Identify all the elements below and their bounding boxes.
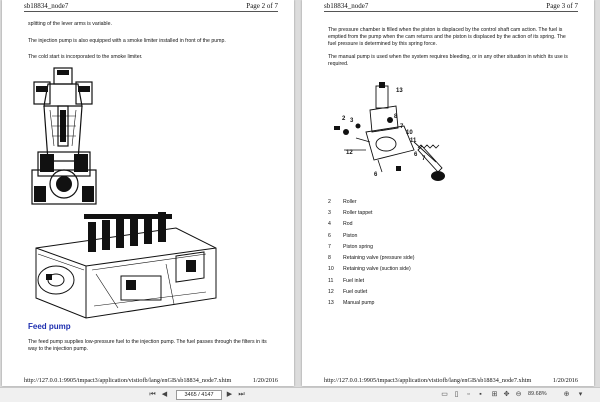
part-label: Roller <box>343 198 357 205</box>
page-footer <box>324 377 578 384</box>
zoom-dropdown-icon[interactable]: ▾ <box>578 391 583 398</box>
section-heading: Feed pump <box>28 322 71 331</box>
header-page-number: Page 2 of 7 <box>246 2 278 10</box>
part-label: Piston spring <box>343 243 373 250</box>
single-page-icon[interactable]: ▫ <box>467 391 470 398</box>
header-rule <box>24 11 278 12</box>
paragraph: The feed pump supplies low-pressure fuel to the injection pump. The fuel passes through the filters in its way to the injection pump. <box>28 339 267 352</box>
part-number: 12 <box>328 289 334 296</box>
next-page-button[interactable]: ▶ <box>226 391 233 398</box>
callout-label: 13 <box>396 88 403 94</box>
part-number: 2 <box>328 198 331 205</box>
previous-page-button[interactable]: ◀ <box>161 391 168 398</box>
part-number: 13 <box>328 300 334 307</box>
parts-list-item <box>328 286 548 297</box>
part-label: Retaining valve (suction side) <box>343 266 411 273</box>
zoom-level[interactable]: 89.68% <box>528 391 547 397</box>
last-page-button[interactable]: ⏭ <box>238 391 245 398</box>
footer-url: http://127.0.0.1:9905/impact3/application/vistiofb/lang/enGB/sb18834_node7.xhtm <box>24 377 232 384</box>
zoom-in-icon[interactable]: ⊕ <box>563 391 570 398</box>
paragraph: splitting of the lever arms is variable. <box>28 21 112 27</box>
pan-icon[interactable]: ✥ <box>503 391 510 398</box>
parts-list-item <box>328 241 548 252</box>
callout-label: 11 <box>410 138 417 144</box>
parts-list-item <box>328 207 548 218</box>
page-number-input[interactable]: 3465 / 4147 <box>176 390 222 400</box>
callout-label: 12 <box>346 150 353 156</box>
callout-label: 2 <box>342 116 346 122</box>
fit-page-icon[interactable]: ▭ <box>441 391 448 398</box>
callout-label: 8 <box>394 114 398 120</box>
callout-label: 6 <box>414 152 418 158</box>
part-label: Roller tappet <box>343 209 373 216</box>
header-rule <box>324 11 578 12</box>
part-number: 7 <box>328 243 331 250</box>
callout-label: 10 <box>406 130 413 136</box>
page-header <box>324 2 578 11</box>
part-number: 8 <box>328 255 331 262</box>
parts-list-item <box>328 219 548 230</box>
part-label: Fuel inlet <box>343 277 365 284</box>
parts-list-item <box>328 196 548 207</box>
paragraph: The manual pump is used when the system requires bleeding, or in any other situation in which its use is required. <box>328 54 568 67</box>
two-page-icon[interactable]: ▪ <box>479 391 482 398</box>
parts-list <box>328 196 548 309</box>
paragraph: The injection pump is also equipped with a smoke limiter installed in front of the pump. <box>28 38 226 44</box>
part-label: Retaining valve (pressure side) <box>343 255 415 262</box>
part-number: 6 <box>328 232 331 239</box>
zoom-out-icon[interactable]: ⊖ <box>515 391 522 398</box>
fit-width-icon[interactable]: ▯ <box>454 391 459 398</box>
paragraph: The cold start is incorporated to the smoke limiter. <box>28 54 143 60</box>
part-number: 4 <box>328 221 331 228</box>
callout-label: 7 <box>400 124 404 130</box>
part-number: 11 <box>328 277 334 284</box>
viewer-toolbar <box>0 387 600 402</box>
parts-list-item <box>328 275 548 286</box>
injection-pump-cross-section-illustration <box>24 66 104 208</box>
callout-label: 7 <box>422 156 426 162</box>
parts-list-item <box>328 264 548 275</box>
document-page-right <box>302 0 594 386</box>
footer-url: http://127.0.0.1:9905/impact3/application/vistiofb/lang/enGB/sb18834_node7.xhtm <box>324 377 532 384</box>
page-header <box>24 2 278 11</box>
parts-list-item <box>328 298 548 309</box>
parts-list-item <box>328 252 548 263</box>
document-page-left <box>2 0 294 386</box>
callout-label: 6 <box>374 172 378 178</box>
part-label: Manual pump <box>343 300 375 307</box>
header-title: sb18834_node7 <box>24 2 69 10</box>
feed-pump-exploded-view-illustration <box>326 80 456 190</box>
header-title: sb18834_node7 <box>324 2 369 10</box>
part-number: 10 <box>328 266 334 273</box>
footer-date: 1/20/2016 <box>552 377 578 384</box>
footer-date: 1/20/2016 <box>252 377 278 384</box>
header-page-number: Page 3 of 7 <box>546 2 578 10</box>
grid-view-icon[interactable]: ⊞ <box>491 391 498 398</box>
first-page-button[interactable]: ⏮ <box>149 391 156 398</box>
callout-label: 3 <box>350 118 354 124</box>
parts-list-item <box>328 230 548 241</box>
injection-pump-exterior-illustration <box>26 208 226 320</box>
part-label: Piston <box>343 232 358 239</box>
paragraph: The pressure chamber is filled when the piston is displaced by the control shaft cam action. The fuel is emptied from the pump when the cam returns and the piston is displaced by the action of its spring. The fuel pressure is determined by this spring force. <box>328 27 566 47</box>
part-label: Rod <box>343 221 353 228</box>
part-number: 3 <box>328 209 331 216</box>
page-footer <box>24 377 278 384</box>
part-label: Fuel outlet <box>343 289 368 296</box>
